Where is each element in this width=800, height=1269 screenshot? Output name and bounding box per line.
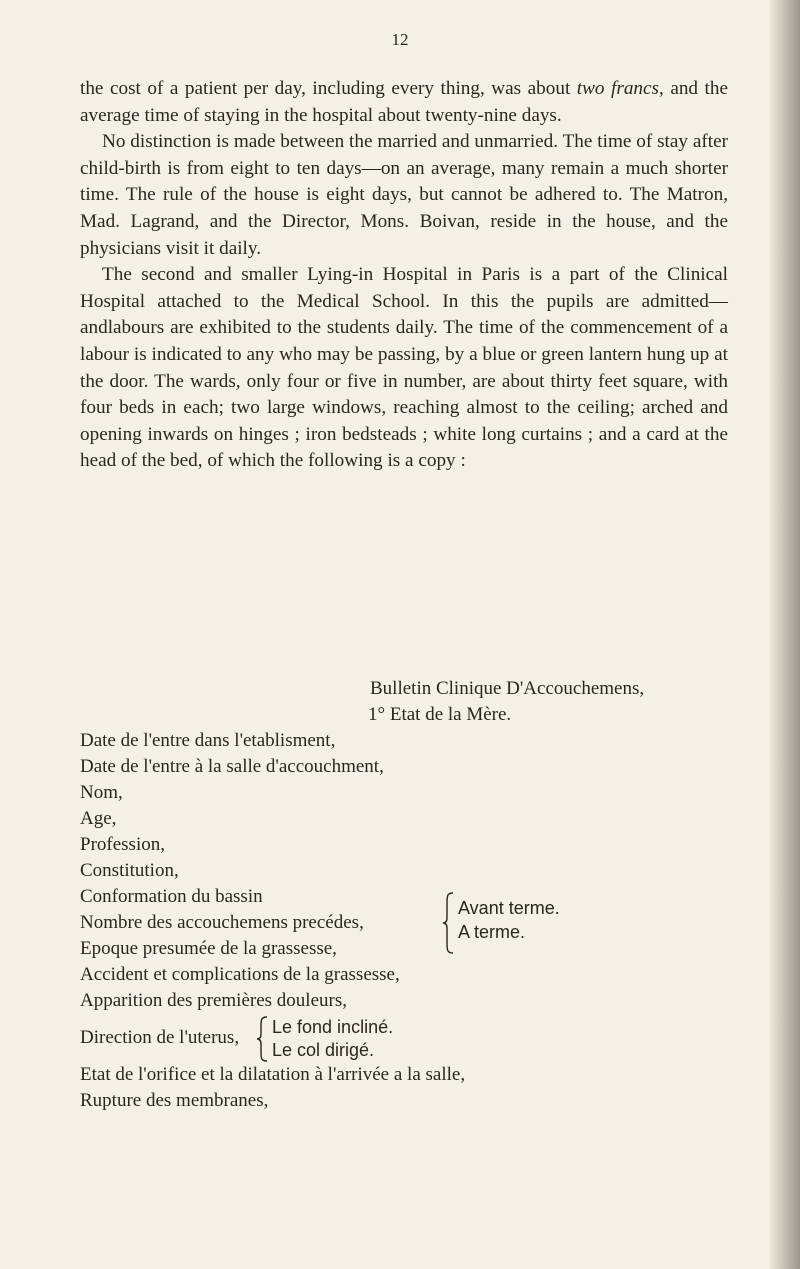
paragraph-3: The second and smaller Lying-in Hospital in Paris is a part of the Clinical Hospital attached to the Medical School. In this the pupils are admitted—andlabours are exhibited to the students daily. The time of the commencement of a labour is indicated to any who may be passing, by a blue or green lantern hung up at the door. The wards, only four or five in number, are about thirty feet square, with four beds in each; two large windows, reaching almost to the ceiling; arched and opening inwards on hinges ; iron bedsteads ; white long curtains ; and a card at the head of the bed, of which the following is a copy : xyxy=(80,264,728,472)
page-edge xyxy=(770,0,800,1269)
bulletin-form xyxy=(80,676,740,1114)
brace-option-fond-incline: Le fond incliné. xyxy=(272,1017,394,1037)
paragraph-1-end: , and the average time of staying in the hospital about twenty-nine days. xyxy=(80,78,728,126)
form-line-epoque: Epoque presumée de la grassesse, xyxy=(80,938,337,959)
form-line-accident: Accident et complications de la grassesse, xyxy=(80,964,400,985)
form-line-date-entre: Date de l'entre dans l'etablisment, xyxy=(80,730,336,751)
form-line-nom: Nom, xyxy=(80,782,123,803)
paragraph-1 xyxy=(80,76,728,129)
brace-icon xyxy=(256,1016,268,1062)
brace-group-terme xyxy=(80,884,740,962)
brace-group-uterus xyxy=(80,1014,740,1062)
body-text xyxy=(80,76,728,475)
form-line-constitution: Constitution, xyxy=(80,860,179,881)
brace-option-col-dirige: Le col dirigé. xyxy=(272,1040,375,1060)
paragraph-2: No distinction is made between the married and unmarried. The time of stay after child-birth is from eight to ten days—on an average, many remain a much shorter time. The rule of the house is eight days, but cannot be adhered to. The Matron, Mad. Lagrand, and the Director, Mons. Boivan, reside in the house, and the physicians visit it daily. xyxy=(80,131,728,259)
form-line-date-salle: Date de l'entre à la salle d'accouchment, xyxy=(80,756,384,777)
form-subtitle: 1° Etat de la Mère. xyxy=(368,704,512,725)
brace-option-avant-terme: Avant terme. xyxy=(458,898,560,918)
brace-option-a-terme: A terme. xyxy=(458,922,526,942)
form-line-profession: Profession, xyxy=(80,834,165,855)
form-line-age: Age, xyxy=(80,808,117,829)
page-number: 12 xyxy=(391,30,409,49)
form-line-etat-orifice: Etat de l'orifice et la dilatation à l'arrivée a la salle, xyxy=(80,1064,466,1085)
form-title: Bulletin Clinique D'Accouchemens, xyxy=(370,678,645,699)
form-line-direction: Direction de l'uterus, xyxy=(80,1027,240,1048)
form-line-conformation: Conformation du bassin xyxy=(80,886,263,907)
brace-icon xyxy=(442,892,454,954)
form-line-rupture: Rupture des membranes, xyxy=(80,1090,269,1111)
form-line-nombre: Nombre des accouchemens precédes, xyxy=(80,912,364,933)
form-line-apparition: Apparition des premières douleurs, xyxy=(80,990,347,1011)
paragraph-1-start: the cost of a patient per day, including every thing, was about xyxy=(80,78,577,99)
emphasis-two-francs: two francs xyxy=(576,78,660,99)
